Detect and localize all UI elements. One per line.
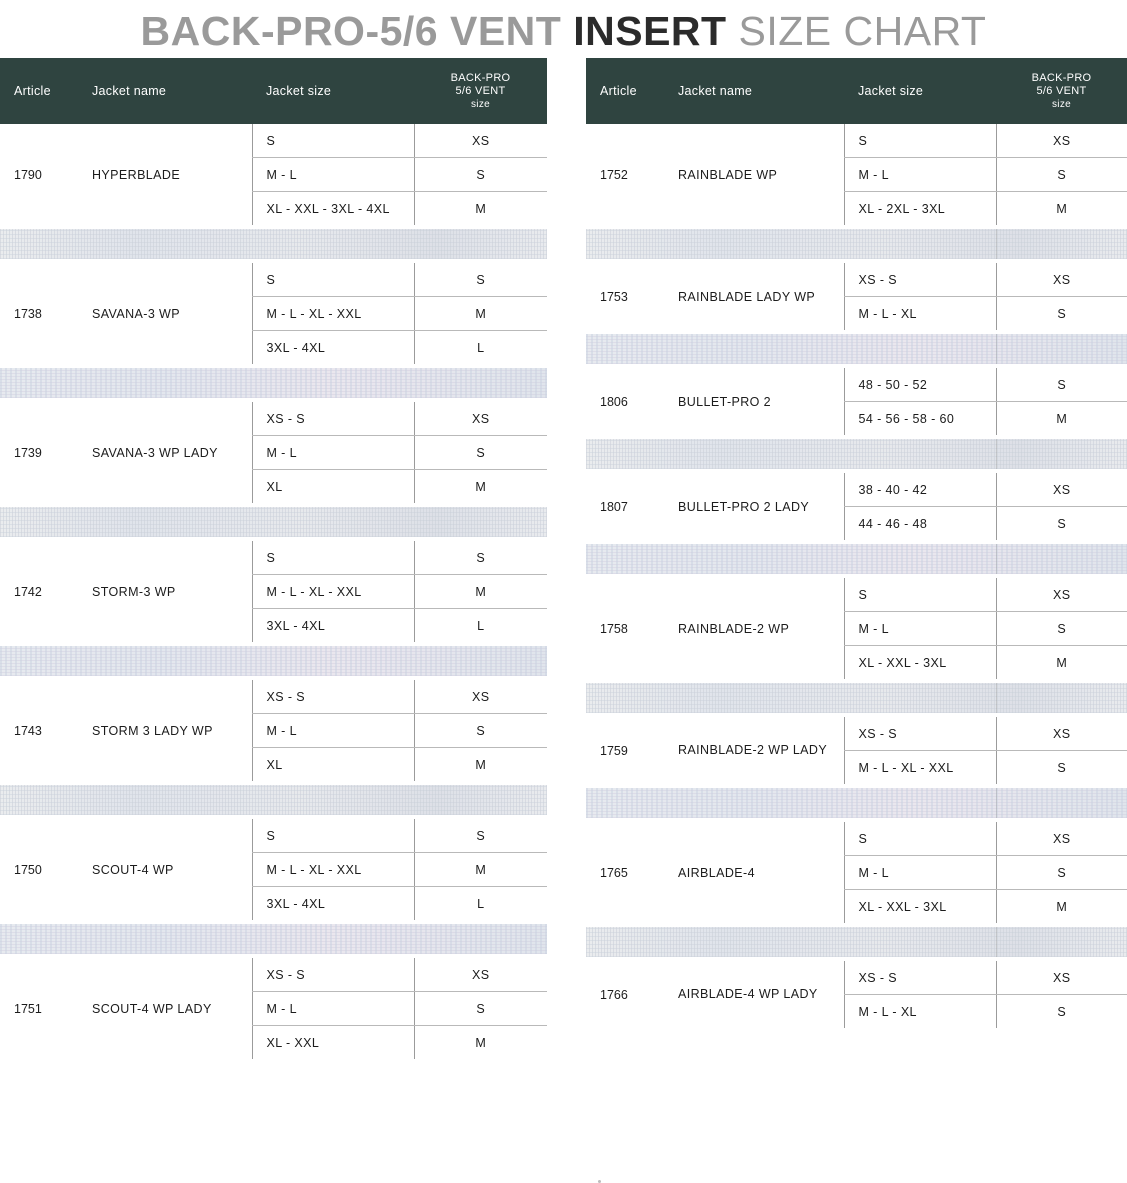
cell-jacket-size: M - L - XL bbox=[844, 297, 996, 331]
cell-insert-size: XS bbox=[996, 822, 1127, 856]
right-size-table-wrapper bbox=[586, 58, 1127, 1028]
cell-insert-size: XS bbox=[996, 473, 1127, 507]
cell-jacket-size: XS - S bbox=[252, 402, 414, 436]
header-jacket-size: Jacket size bbox=[252, 58, 414, 124]
cell-insert-size: S bbox=[996, 507, 1127, 541]
left-size-table-wrapper bbox=[0, 58, 547, 1059]
cell-insert-size: XS bbox=[996, 124, 1127, 158]
cell-insert-size: XS bbox=[996, 263, 1127, 297]
cell-jacket-size: M - L - XL - XXL bbox=[844, 751, 996, 785]
cell-insert-size: M bbox=[996, 646, 1127, 680]
scan-band-separator bbox=[586, 784, 1127, 822]
cell-insert-size: S bbox=[996, 297, 1127, 331]
left-table-body bbox=[0, 124, 547, 1059]
page-title-part-1: BACK-PRO-5/6 VENT bbox=[140, 7, 574, 54]
scan-band-separator bbox=[586, 435, 1127, 473]
cell-insert-size: L bbox=[414, 609, 547, 643]
right-table-body bbox=[586, 124, 1127, 1028]
cell-article: 1738 bbox=[0, 263, 78, 364]
cell-insert-size: S bbox=[996, 368, 1127, 402]
cell-jacket-size: 3XL - 4XL bbox=[252, 331, 414, 365]
cell-jacket-size: XL - XXL bbox=[252, 1026, 414, 1060]
table-row bbox=[0, 541, 547, 575]
cell-jacket-size: S bbox=[844, 578, 996, 612]
header-insert-size bbox=[414, 58, 547, 124]
cell-insert-size: S bbox=[414, 436, 547, 470]
cell-jacket-size: 44 - 46 - 48 bbox=[844, 507, 996, 541]
header-insert-size-line3: size bbox=[471, 98, 490, 110]
scan-band-separator bbox=[0, 642, 547, 680]
table-row bbox=[0, 402, 547, 436]
cell-insert-size: XS bbox=[996, 578, 1127, 612]
cell-insert-size: S bbox=[414, 263, 547, 297]
scan-band-separator bbox=[0, 920, 547, 958]
cell-jacket-name: RAINBLADE-2 WP LADY bbox=[664, 717, 844, 784]
cell-jacket-name: BULLET-PRO 2 bbox=[664, 368, 844, 435]
cell-jacket-size: M - L - XL - XXL bbox=[252, 575, 414, 609]
cell-jacket-name: BULLET-PRO 2 LADY bbox=[664, 473, 844, 540]
cell-insert-size: S bbox=[996, 995, 1127, 1029]
table-row bbox=[586, 124, 1127, 158]
cell-jacket-size: XL - XXL - 3XL bbox=[844, 646, 996, 680]
cell-jacket-size: 3XL - 4XL bbox=[252, 609, 414, 643]
cell-jacket-size: S bbox=[252, 819, 414, 853]
page-title-part-3: SIZE CHART bbox=[738, 7, 987, 54]
cell-jacket-size: M - L bbox=[844, 612, 996, 646]
scan-band-separator bbox=[586, 540, 1127, 578]
cell-jacket-size: XL - 2XL - 3XL bbox=[844, 192, 996, 226]
cell-article: 1766 bbox=[586, 961, 664, 1028]
cell-article: 1806 bbox=[586, 368, 664, 435]
cell-article: 1753 bbox=[586, 263, 664, 330]
cell-article: 1750 bbox=[0, 819, 78, 920]
cell-jacket-size: XL bbox=[252, 748, 414, 782]
cell-jacket-size: S bbox=[844, 124, 996, 158]
table-row bbox=[586, 473, 1127, 507]
cell-jacket-size: XL - XXL - 3XL bbox=[844, 890, 996, 924]
header-article: Article bbox=[586, 58, 664, 124]
cell-jacket-size: S bbox=[844, 822, 996, 856]
cell-jacket-size: M - L bbox=[252, 714, 414, 748]
header-article: Article bbox=[0, 58, 78, 124]
scan-band-separator bbox=[586, 679, 1127, 717]
header-jacket-name: Jacket name bbox=[664, 58, 844, 124]
scan-band-separator bbox=[0, 781, 547, 819]
cell-insert-size: M bbox=[414, 575, 547, 609]
right-table-header bbox=[586, 58, 1127, 124]
table-row bbox=[0, 819, 547, 853]
cell-article: 1759 bbox=[586, 717, 664, 784]
cell-jacket-name: AIRBLADE-4 WP LADY bbox=[664, 961, 844, 1028]
cell-jacket-name: RAINBLADE LADY WP bbox=[664, 263, 844, 330]
table-row bbox=[0, 680, 547, 714]
cell-insert-size: S bbox=[996, 612, 1127, 646]
cell-insert-size: L bbox=[414, 887, 547, 921]
cell-jacket-size: M - L bbox=[844, 856, 996, 890]
cell-jacket-size: M - L bbox=[252, 436, 414, 470]
page-title bbox=[0, 0, 1127, 58]
cell-insert-size: S bbox=[996, 158, 1127, 192]
left-size-table bbox=[0, 58, 547, 1059]
cell-jacket-size: XS - S bbox=[844, 717, 996, 751]
cell-insert-size: M bbox=[414, 297, 547, 331]
header-insert-size-line3: size bbox=[1052, 98, 1071, 110]
cell-jacket-name: RAINBLADE WP bbox=[664, 124, 844, 225]
scan-band-separator bbox=[586, 330, 1127, 368]
cell-insert-size: S bbox=[414, 158, 547, 192]
cell-jacket-size: S bbox=[252, 541, 414, 575]
cell-jacket-size: 3XL - 4XL bbox=[252, 887, 414, 921]
cell-insert-size: M bbox=[996, 402, 1127, 436]
table-row bbox=[0, 263, 547, 297]
cell-article: 1807 bbox=[586, 473, 664, 540]
cell-insert-size: XS bbox=[414, 958, 547, 992]
cell-jacket-size: M - L - XL - XXL bbox=[252, 853, 414, 887]
cell-insert-size: M bbox=[414, 192, 547, 226]
cell-jacket-size: S bbox=[252, 263, 414, 297]
cell-jacket-name: AIRBLADE-4 bbox=[664, 822, 844, 923]
cell-insert-size: M bbox=[996, 890, 1127, 924]
table-row bbox=[0, 124, 547, 158]
table-row bbox=[586, 822, 1127, 856]
cell-jacket-name: RAINBLADE-2 WP bbox=[664, 578, 844, 679]
header-insert-size-line2: 5/6 VENT bbox=[455, 84, 506, 97]
cell-insert-size: XS bbox=[414, 402, 547, 436]
header-insert-size bbox=[996, 58, 1127, 124]
cell-jacket-name: STORM 3 LADY WP bbox=[78, 680, 252, 781]
cell-insert-size: S bbox=[414, 714, 547, 748]
cell-jacket-size: XS - S bbox=[252, 680, 414, 714]
cell-jacket-size: M - L bbox=[844, 158, 996, 192]
header-jacket-size: Jacket size bbox=[844, 58, 996, 124]
cell-insert-size: M bbox=[414, 1026, 547, 1060]
cell-insert-size: XS bbox=[414, 124, 547, 158]
cell-jacket-size: M - L bbox=[252, 992, 414, 1026]
cell-jacket-size: M - L - XL - XXL bbox=[252, 297, 414, 331]
cell-article: 1765 bbox=[586, 822, 664, 923]
cell-insert-size: S bbox=[414, 992, 547, 1026]
cell-insert-size: XS bbox=[996, 961, 1127, 995]
cell-article: 1751 bbox=[0, 958, 78, 1059]
cell-insert-size: M bbox=[414, 470, 547, 504]
cell-jacket-name: STORM-3 WP bbox=[78, 541, 252, 642]
cell-jacket-size: XS - S bbox=[252, 958, 414, 992]
cell-jacket-size: XS - S bbox=[844, 263, 996, 297]
cell-article: 1758 bbox=[586, 578, 664, 679]
scan-band-separator bbox=[0, 364, 547, 402]
cell-insert-size: M bbox=[414, 748, 547, 782]
cell-insert-size: XS bbox=[414, 680, 547, 714]
cell-jacket-size: 48 - 50 - 52 bbox=[844, 368, 996, 402]
cell-jacket-size: S bbox=[252, 124, 414, 158]
cell-jacket-size: 38 - 40 - 42 bbox=[844, 473, 996, 507]
cell-jacket-size: XL bbox=[252, 470, 414, 504]
cell-insert-size: S bbox=[996, 856, 1127, 890]
header-insert-size-line2: 5/6 VENT bbox=[1036, 84, 1087, 97]
cell-jacket-name: SCOUT-4 WP LADY bbox=[78, 958, 252, 1059]
cell-insert-size: S bbox=[414, 819, 547, 853]
cell-insert-size: S bbox=[996, 751, 1127, 785]
scan-band-separator bbox=[0, 225, 547, 263]
cell-article: 1742 bbox=[0, 541, 78, 642]
table-row bbox=[586, 717, 1127, 751]
left-table-header bbox=[0, 58, 547, 124]
cell-jacket-size: XL - XXL - 3XL - 4XL bbox=[252, 192, 414, 226]
cell-insert-size: M bbox=[414, 853, 547, 887]
cell-jacket-name: SCOUT-4 WP bbox=[78, 819, 252, 920]
cell-jacket-size: M - L - XL bbox=[844, 995, 996, 1029]
cell-article: 1790 bbox=[0, 124, 78, 225]
cell-article: 1752 bbox=[586, 124, 664, 225]
scan-band-separator bbox=[586, 923, 1127, 961]
table-row bbox=[586, 961, 1127, 995]
cell-insert-size: XS bbox=[996, 717, 1127, 751]
cell-jacket-size: 54 - 56 - 58 - 60 bbox=[844, 402, 996, 436]
cell-jacket-name: SAVANA-3 WP bbox=[78, 263, 252, 364]
cell-jacket-size: XS - S bbox=[844, 961, 996, 995]
header-insert-size-line1: BACK-PRO bbox=[1031, 71, 1092, 84]
cell-insert-size: L bbox=[414, 331, 547, 365]
scan-band-separator bbox=[586, 225, 1127, 263]
header-jacket-name: Jacket name bbox=[78, 58, 252, 124]
cell-article: 1739 bbox=[0, 402, 78, 503]
table-row bbox=[586, 578, 1127, 612]
header-insert-size-line1: BACK-PRO bbox=[450, 71, 511, 84]
cell-insert-size: S bbox=[414, 541, 547, 575]
cell-jacket-name: HYPERBLADE bbox=[78, 124, 252, 225]
page-title-part-2: INSERT bbox=[573, 7, 739, 54]
table-row bbox=[586, 263, 1127, 297]
right-size-table bbox=[586, 58, 1127, 1028]
table-row bbox=[586, 368, 1127, 402]
cell-insert-size: M bbox=[996, 192, 1127, 226]
cell-jacket-name: SAVANA-3 WP LADY bbox=[78, 402, 252, 503]
cell-article: 1743 bbox=[0, 680, 78, 781]
table-row bbox=[0, 958, 547, 992]
cell-jacket-size: M - L bbox=[252, 158, 414, 192]
scan-band-separator bbox=[0, 503, 547, 541]
